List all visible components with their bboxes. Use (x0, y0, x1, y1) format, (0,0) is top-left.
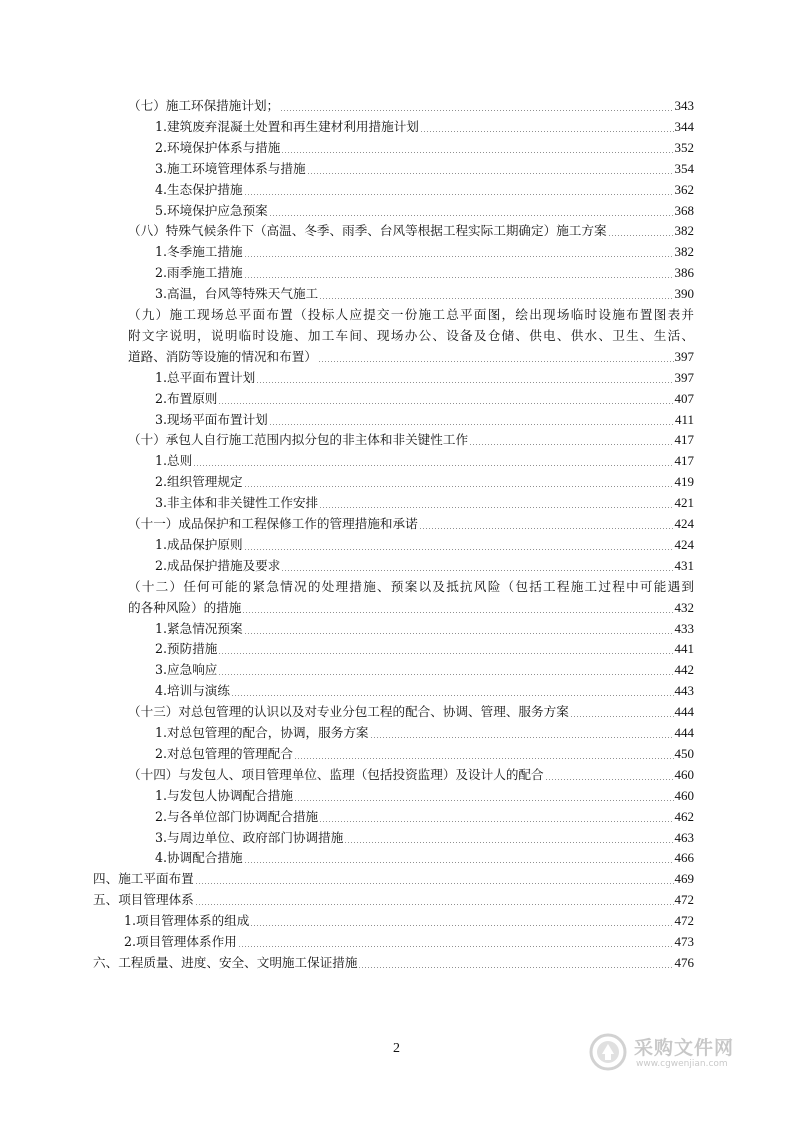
toc-entry-title: 3.施工环境管理体系与措施 (155, 160, 306, 176)
toc-entry-page: 472 (674, 892, 694, 908)
toc-entry-title: 五、项目管理体系 (93, 892, 194, 908)
toc-entry-page: 386 (674, 265, 694, 281)
toc-entry[interactable] (155, 494, 694, 512)
toc-entry-page: 462 (674, 808, 694, 824)
toc-dot-leader (218, 403, 673, 404)
toc-entry-title: 1.与发包人协调配合措施 (155, 787, 293, 803)
toc-entry-page: 419 (674, 474, 694, 490)
toc-entry-title: 4.协调配合措施 (155, 850, 243, 866)
toc-entry-title: 4.培训与演练 (155, 683, 230, 699)
toc-entry-page: 424 (674, 516, 694, 531)
toc-entry-title: （十四）与发包人、项目管理单位、监理（包括投资监理）及设计人的配合 (128, 766, 544, 782)
watermark-logo-icon (588, 1032, 628, 1072)
toc-entry[interactable] (155, 829, 694, 847)
toc-entry[interactable] (155, 808, 694, 826)
toc-entry[interactable] (128, 515, 694, 533)
toc-dot-leader (231, 695, 674, 696)
toc-entry-page: 472 (674, 913, 694, 929)
toc-entry[interactable] (128, 348, 694, 366)
toc-entry[interactable] (155, 787, 694, 805)
toc-entry[interactable] (155, 264, 694, 282)
toc-entry[interactable] (128, 703, 694, 721)
toc-entry-title: 1.对总包管理的配合，协调，服务方案 (155, 725, 369, 740)
toc-entry[interactable] (155, 661, 694, 679)
toc-dot-leader (294, 800, 674, 801)
toc-entry[interactable] (128, 599, 694, 617)
toc-entry[interactable] (155, 745, 694, 763)
toc-entry-page: 466 (674, 850, 694, 866)
toc-dot-leader (238, 946, 674, 947)
toc-dot-leader (218, 653, 673, 654)
toc-entry-title: 1.总则 (155, 453, 193, 469)
toc-entry-title: 3.现场平面布置计划 (155, 411, 268, 427)
toc-entry-page: 463 (674, 829, 694, 845)
toc-entry-page: 444 (674, 725, 694, 740)
toc-entry-title: 六、工程质量、进度、安全、文明施工保证措施 (93, 954, 358, 970)
toc-entry[interactable] (93, 954, 694, 972)
toc-entry[interactable] (155, 682, 694, 700)
toc-entry-page: 443 (674, 683, 694, 699)
toc-dot-leader (358, 967, 673, 968)
toc-dot-leader (469, 444, 673, 445)
toc-entry-title: 1.成品保护原则 (155, 536, 243, 552)
toc-entry-page: 441 (674, 641, 694, 657)
toc-entry[interactable] (155, 118, 694, 136)
toc-entry-title: 5.环境保护应急预案 (155, 202, 268, 218)
toc-entry-title: 3.应急响应 (155, 662, 218, 678)
toc-entry-page: 417 (674, 432, 694, 448)
toc-entry-page: 407 (674, 390, 694, 406)
toc-dot-leader (344, 842, 673, 843)
toc-entry-page: 476 (674, 954, 694, 970)
toc-entry-page: 442 (674, 662, 694, 678)
toc-entry[interactable] (155, 640, 694, 658)
toc-dot-leader (420, 131, 674, 132)
toc-dot-leader (244, 633, 674, 634)
toc-dot-leader (281, 570, 673, 571)
toc-dot-leader (195, 904, 674, 905)
toc-entry-page: 469 (674, 871, 694, 887)
toc-entry[interactable] (93, 870, 694, 888)
toc-dot-leader (294, 758, 674, 759)
toc-entry-page: 411 (674, 411, 694, 427)
toc-dot-leader (244, 256, 674, 257)
toc-dot-leader (244, 862, 674, 863)
toc-entry[interactable] (155, 202, 694, 220)
toc-entry-page: 432 (674, 599, 694, 615)
toc-entry-page: 473 (674, 934, 694, 949)
toc-entry-title: （十一）成品保护和工程保修工作的管理措施和承诺 (128, 516, 418, 531)
page-number: 2 (393, 1041, 400, 1056)
toc-entry[interactable] (155, 243, 694, 261)
toc-entry-title: 2.成品保护措施及要求 (155, 557, 281, 573)
toc-entry[interactable] (124, 933, 694, 951)
toc-dot-leader (307, 173, 674, 174)
toc-entry-title: 1.项目管理体系的组成 (124, 913, 250, 929)
toc-dot-leader (319, 821, 673, 822)
toc-entry-title: 3.与周边单位、政府部门协调措施 (155, 829, 344, 845)
toc-entry[interactable] (93, 891, 694, 909)
toc-dot-leader (545, 779, 674, 780)
toc-dot-leader (370, 737, 674, 738)
toc-entry[interactable] (155, 557, 694, 575)
toc-entry-title: 2.环境保护体系与措施 (155, 139, 281, 155)
toc-entry-wrapped-line: （九）施工现场总平面布置（投标人应提交一份施工总平面图，绘出现场临时设施布置图表并 (128, 307, 694, 322)
toc-entry[interactable] (155, 452, 694, 470)
toc-dot-leader (319, 507, 673, 508)
toc-entry-page: 424 (674, 536, 694, 552)
toc-entry-title: 2.组织管理规定 (155, 474, 243, 490)
toc-entry-title: 2.项目管理体系作用 (124, 934, 237, 949)
toc-entry-title: 2.与各单位部门协调配合措施 (155, 808, 319, 824)
toc-entry-page: 382 (674, 223, 694, 239)
toc-entry-wrapped-line: 附文字说明，说明临时设施、加工车间、现场办公、设备及仓储、供电、供水、卫生、生活、 (128, 327, 694, 343)
watermark-url: www.cgwenjian.com (636, 1059, 728, 1069)
toc-entry-page: 417 (674, 453, 694, 469)
toc-entry[interactable] (155, 473, 694, 491)
toc-entry-title: 的各种风险）的措施 (128, 599, 242, 615)
toc-entry[interactable] (155, 181, 694, 199)
toc-entry[interactable] (155, 139, 694, 157)
toc-entry[interactable] (155, 160, 694, 178)
toc-entry-page: 431 (674, 557, 694, 573)
toc-dot-leader (269, 215, 674, 216)
toc-entry[interactable] (128, 97, 694, 115)
toc-dot-leader (281, 152, 673, 153)
toc-entry-title: 3.高温，台风等特殊天气施工 (155, 286, 319, 302)
toc-entry-title: 1.冬季施工措施 (155, 244, 243, 260)
toc-entry-title: 2.雨季施工措施 (155, 265, 243, 281)
toc-entry-title: （八）特殊气候条件下（高温、冬季、雨季、台风等根据工程实际工期确定）施工方案 (128, 223, 607, 239)
toc-entry-page: 397 (674, 369, 694, 385)
toc-entry-page: 444 (674, 704, 694, 720)
toc-entry-page: 433 (674, 620, 694, 636)
toc-dot-leader (319, 298, 673, 299)
toc-entry[interactable] (155, 536, 694, 554)
toc-dot-leader (244, 486, 674, 487)
toc-dot-leader (244, 549, 674, 550)
toc-entry-page: 450 (674, 745, 694, 761)
toc-entry-title: （十三）对总包管理的认识以及对专业分包工程的配合、协调、管理、服务方案 (128, 704, 569, 720)
toc-entry[interactable] (124, 912, 694, 930)
toc-dot-leader (193, 465, 673, 466)
toc-dot-leader (280, 110, 673, 111)
toc-entry-page: 362 (674, 181, 694, 197)
toc-entry-page: 390 (674, 286, 694, 302)
toc-dot-leader (244, 194, 674, 195)
toc-entry[interactable] (155, 849, 694, 867)
toc-entry-page: 352 (674, 139, 694, 155)
toc-dot-leader (570, 716, 674, 717)
toc-entry[interactable] (155, 724, 694, 742)
toc-entry[interactable] (128, 222, 694, 240)
toc-entry-page: 460 (674, 766, 694, 782)
toc-entry[interactable] (128, 431, 694, 449)
toc-entry-title: 3.非主体和非关键性工作安排 (155, 495, 319, 511)
toc-entry-title: 1.建筑废弃混凝土处置和再生建材利用措施计划 (155, 118, 419, 134)
toc-entry-title: 2.预防措施 (155, 641, 218, 657)
toc-dot-leader (318, 361, 674, 362)
toc-entry-page: 397 (674, 348, 694, 364)
toc-entry-page: 421 (674, 495, 694, 511)
toc-dot-leader (419, 528, 674, 529)
toc-entry-page: 354 (674, 160, 694, 176)
toc-entry[interactable] (128, 766, 694, 784)
toc-dot-leader (218, 674, 673, 675)
toc-dot-leader (250, 925, 673, 926)
toc-entry-page: 382 (674, 244, 694, 260)
toc-entry-title: 四、施工平面布置 (93, 871, 194, 887)
toc-entry-title: 2.对总包管理的管理配合 (155, 745, 293, 761)
toc-dot-leader (269, 424, 674, 425)
toc-entry-page: 460 (674, 787, 694, 803)
toc-entry-title: 1.紧急情况预案 (155, 620, 243, 636)
toc-dot-leader (256, 382, 673, 383)
toc-entry-page: 344 (674, 118, 694, 134)
toc-entry-page: 343 (674, 98, 694, 113)
toc-entry[interactable] (155, 411, 694, 429)
toc-entry[interactable] (155, 620, 694, 638)
toc-entry-title: （七）施工环保措施计划； (128, 98, 280, 113)
toc-entry-title: 2.布置原则 (155, 390, 218, 406)
toc-entry-title: 道路、消防等设施的情况和布置） (128, 348, 317, 364)
toc-entry-title: 4.生态保护措施 (155, 181, 243, 197)
toc-dot-leader (195, 883, 674, 884)
watermark-title: 采购文件网 (634, 1037, 735, 1059)
toc-entry-page: 368 (674, 202, 694, 218)
toc-dot-leader (608, 235, 674, 236)
toc-entry-title: （十）承包人自行施工范围内拟分包的非主体和非关键性工作 (128, 432, 469, 448)
toc-dot-leader (242, 612, 673, 613)
toc-entry-title: 1.总平面布置计划 (155, 369, 256, 385)
toc-entry[interactable] (155, 285, 694, 303)
toc-entry-wrapped-line: （十二）任何可能的紧急情况的处理措施、预案以及抵抗风险（包括工程施工过程中可能遇到 (128, 578, 694, 594)
toc-dot-leader (244, 277, 674, 278)
toc-entry[interactable] (155, 390, 694, 408)
toc-entry[interactable] (155, 369, 694, 387)
watermark (588, 1028, 748, 1076)
